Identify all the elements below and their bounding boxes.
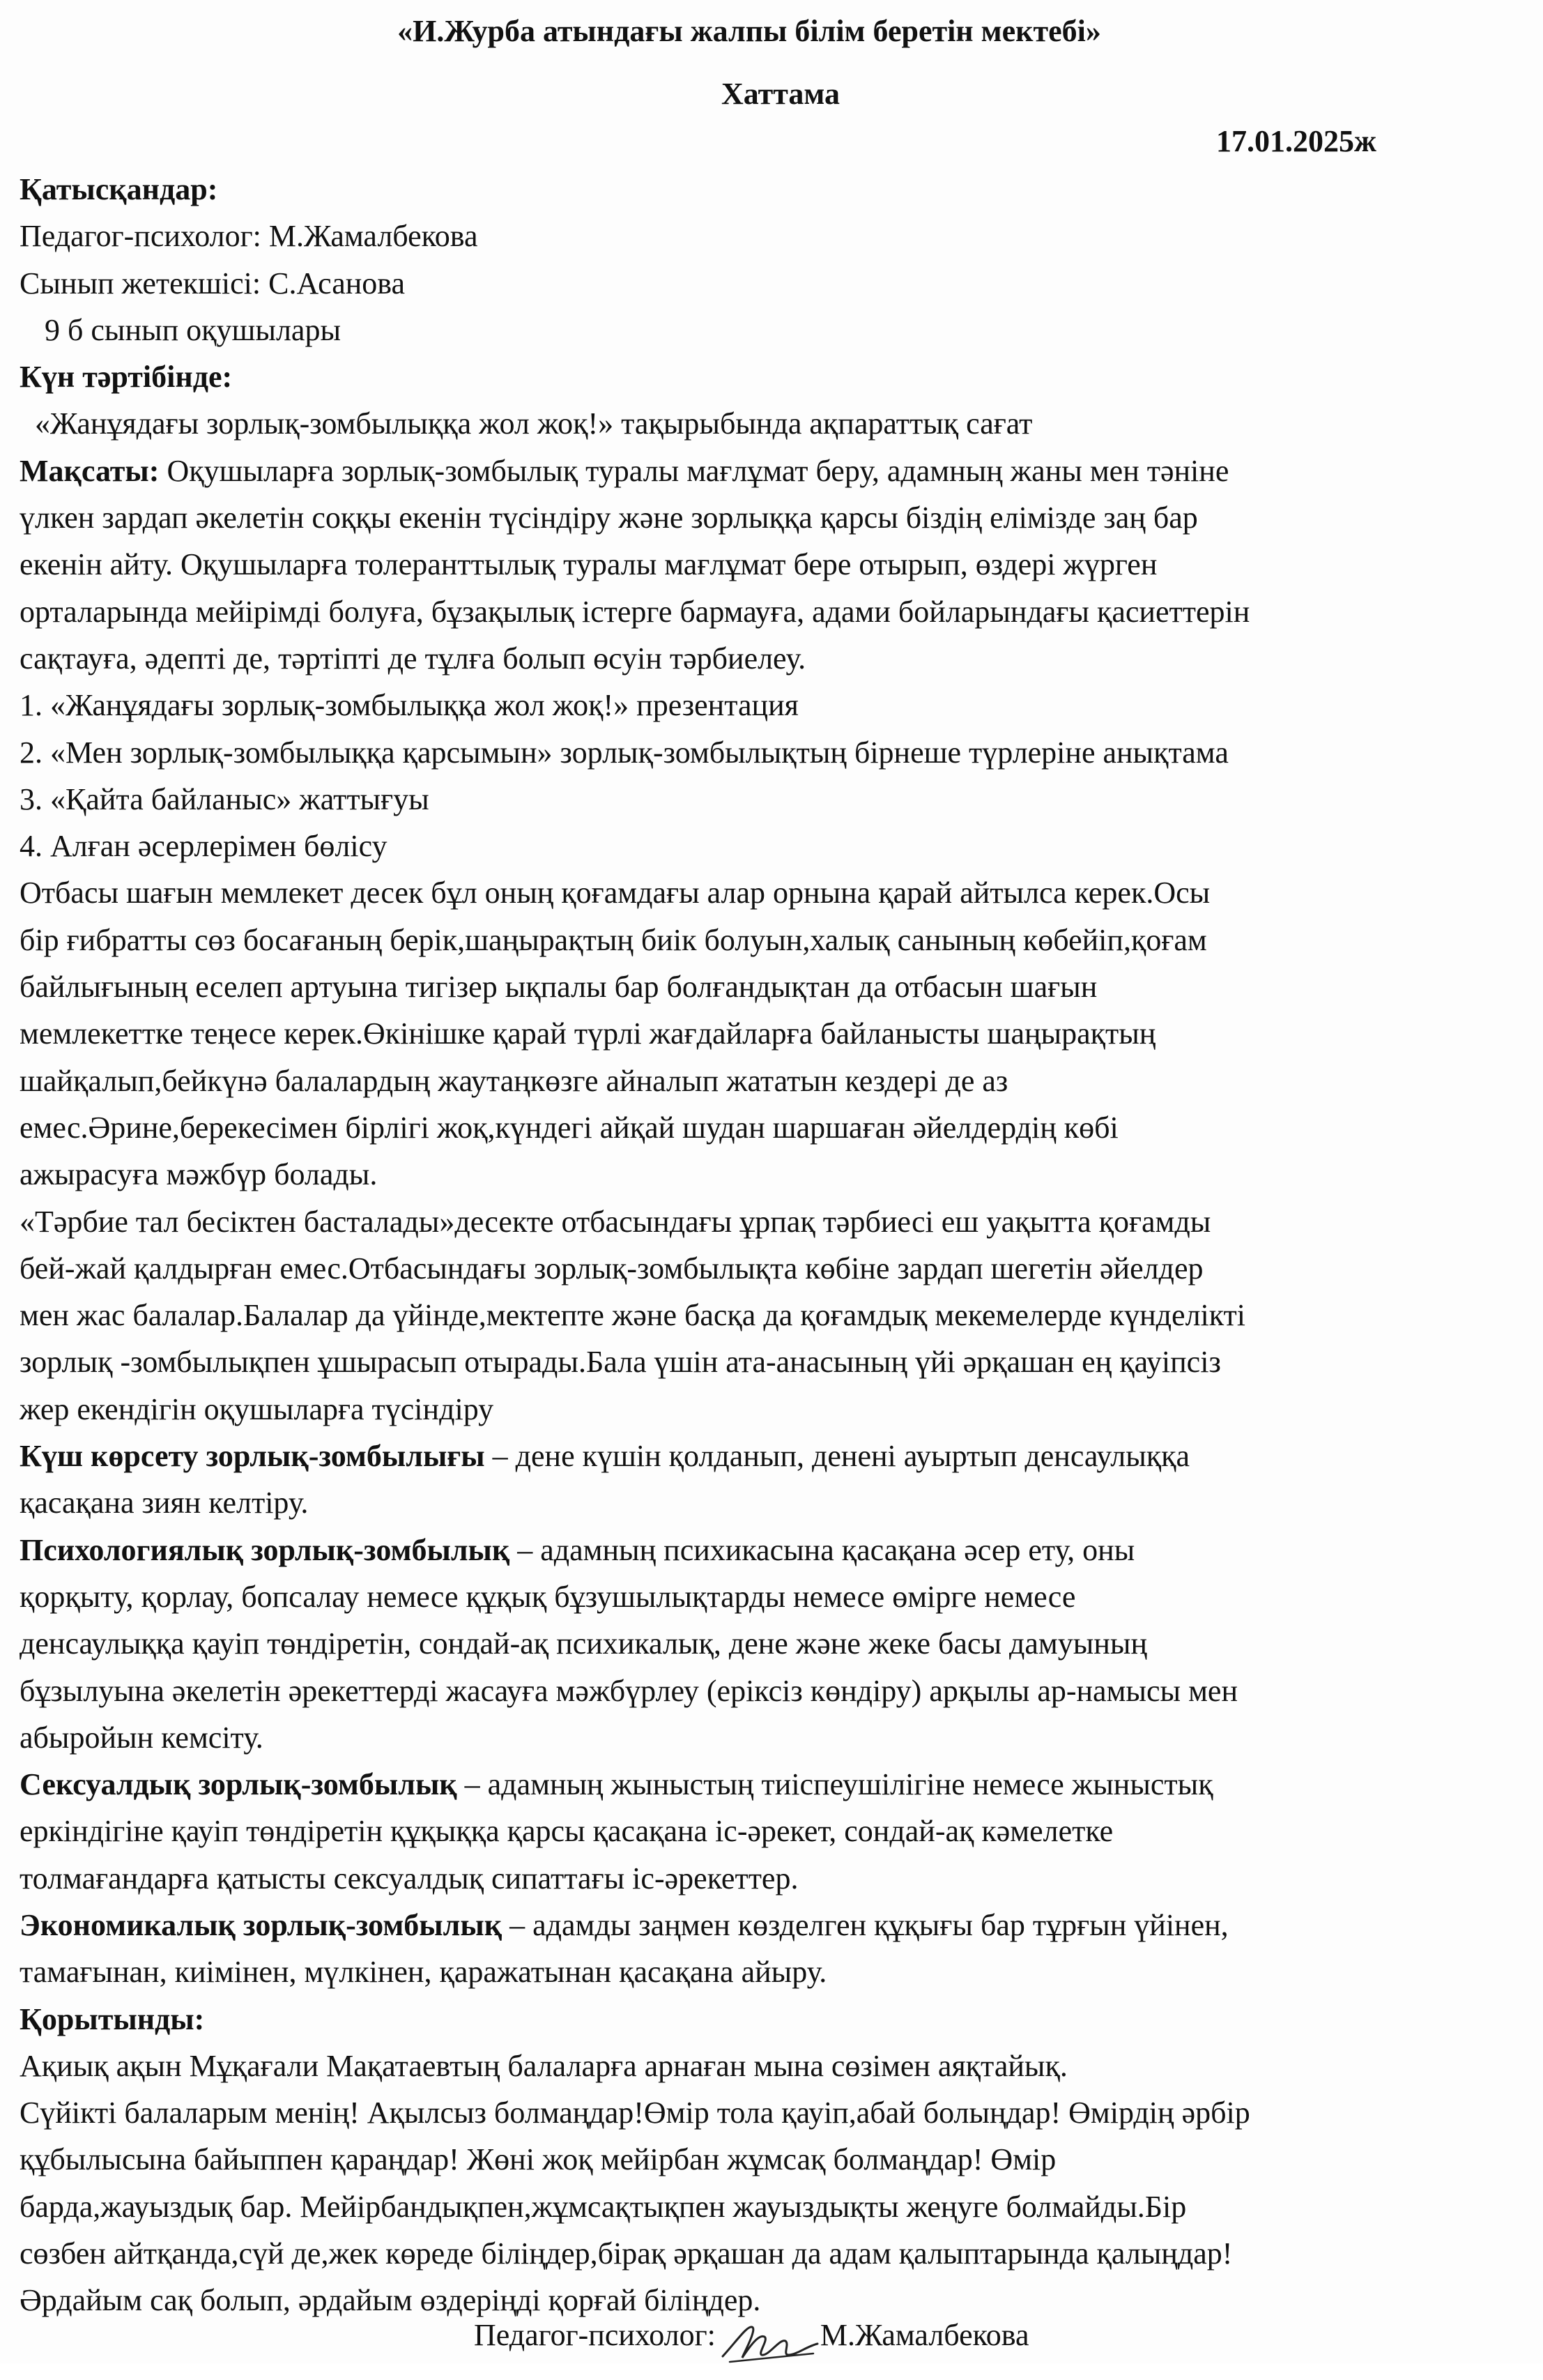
school-title: «И.Журба атындағы жалпы білім беретін мектебі» [397,14,1101,48]
definition-text: – адамның психикасына қасақана әсер ету, оны [509,1532,1135,1567]
body-paragraph-2-line: мен жас балалар.Балалар да үйінде,мектепте және басқа да қоғамдық мекемелерде күнделікті [20,1298,1246,1333]
body-paragraph-2-line: «Тәрбие тал бесіктен басталады»десекте отбасындағы ұрпақ тәрбиесі еш уақытта қоғамды [20,1204,1211,1239]
goal-line: үлкен зардап әкелетін соққы екенін түсіндіру және зорлыққа қарсы біздің елімізде заң бар [20,501,1198,535]
goal-text: Оқушыларға зорлық-зомбылық туралы мағлұмат беру, адамның жаны мен тәніне [159,453,1229,488]
definition-line: тамағынан, киімінен, мүлкінен, қаражатынан қасақана айыру. [20,1955,827,1990]
body-paragraph-2-line: зорлық -зомбылықпен ұшырасып отырады.Бала үшін ата-анасының үйі әрқашан ең қауіпсіз [20,1345,1221,1380]
step-item: 1. «Жанұядағы зорлық-зомбылыққа жол жоқ!» презентация [20,688,799,723]
conclusion-line: Ақиық ақын Мұқағали Мақатаевтың балаларға арнаған мына сөзімен аяқтайық. [20,2048,1068,2083]
body-paragraph-2-line: жер екендігін оқушыларға түсіндіру [20,1391,494,1426]
signature-role: Педагог-психолог: [474,2318,716,2352]
definition-text: – адамның жыныстың тиіспеушілігіне немесе жыныстық [456,1767,1213,1802]
step-item: 3. «Қайта байланыс» жаттығуы [20,781,429,816]
participant-students: 9 б сынып оқушылары [45,312,341,347]
definition-term: Сексуалдық зорлық-зомбылық [20,1767,457,1802]
goal-line [20,448,1532,494]
definition-psychological [20,1527,1532,1573]
step-item: 2. «Мен зорлық-зомбылыққа қарсымын» зорлық-зомбылықтың бірнеше түрлеріне анықтама [20,735,1229,770]
definition-term: Психологиялық зорлық-зомбылық [20,1532,510,1567]
body-paragraph-1-line: емес.Әрине,берекесімен бірлігі жоқ,күндегі айқай шудан шаршаған әйелдердің көбі [20,1110,1119,1145]
conclusion-line: барда,жауыздық бар. Мейірбандықпен,жұмсақтықпен жауыздықты жеңуге болмайды.Бір [20,2189,1187,2224]
agenda-heading: Күн тәртібінде: [20,360,233,395]
goal-label: Мақсаты: [20,453,160,488]
definition-line: денсаулыққа қауіп төндіретін, сондай-ақ психикалық, дене және жеке басы дамуының [20,1626,1147,1661]
body-paragraph-1-line: Отбасы шағын мемлекет десек бұл оның қоғамдағы алар орнына қарай айтылса керек.Осы [20,876,1211,910]
definition-economic [20,1902,1532,1948]
participant-psychologist: Педагог-психолог: М.Жамалбекова [20,219,478,254]
conclusion-line: құбылысына байыппен қараңдар! Жөні жоқ мейірбан жұмсақ болмаңдар! Өмір [20,2142,1057,2177]
definition-sexual [20,1761,1532,1808]
document-title: Хаттама [721,77,840,111]
conclusion-line: Әрдайым сақ болып, әрдайым өздеріңді қорғай біліңдер. [20,2283,761,2318]
document-date: 17.01.2025ж [1216,124,1376,158]
signature-scribble [716,2313,820,2369]
conclusion-line: Сүйікті балаларым менің! Ақылсыз болмаңдар!Өмір тола қауіп,абай болыңдар! Өмірдің әрбір [20,2096,1250,2130]
signature-name: М.Жамалбекова [820,2318,1029,2352]
body-paragraph-1-line: мемлекеттке теңесе керек.Өкінішке қарай түрлі жағдайларға байланысты шаңырақтың [20,1016,1156,1051]
definition-line: толмағандарға қатысты сексуалдық сипаттағы іс-әрекеттер. [20,1861,799,1895]
body-paragraph-1-line: шайқалып,бейкүнә балалардың жаутаңкөзге айналып жататын кездері де аз [20,1063,1008,1098]
body-paragraph-1-line: бір ғибратты сөз босағаның берік,шаңырақтың биік болуын,халық санының көбейіп,қоғам [20,922,1207,957]
goal-line: орталарында мейірімді болуға, бұзақылық істерге бармауға, адами бойларындағы қасиеттерін [20,594,1250,629]
definition-text: – адамды заңмен көзделген құқығы бар тұрғын үйінен, [502,1907,1229,1942]
signature-line [474,2314,1029,2359]
step-item: 4. Алған әсерлерімен бөлісу [20,829,387,864]
participants-heading: Қатысқандар: [20,172,218,206]
body-paragraph-1-line: байлығының еселеп артуына тигізер ықпалы бар болғандықтан да отбасын шағын [20,970,1098,1005]
participant-class-teacher: Сынып жетекшісі: С.Асанова [20,266,406,300]
goal-line: сақтауға, әдепті де, тәртіпті де тұлға болып өсуін тәрбиелеу. [20,641,806,676]
definition-line: бұзылуына әкелетін әрекеттерді жасауға мәжбүрлеу (еріксіз көндіру) арқылы ар-намысы мен [20,1673,1238,1708]
definition-term: Күш көрсету зорлық-зомбылығы [20,1439,485,1474]
body-paragraph-1-line: ажырасуға мәжбүр болады. [20,1157,378,1192]
conclusion-heading: Қорытынды: [20,2001,205,2036]
conclusion-line: сөзбен айтқанда,сүй де,жек көреде біліңдер,бірақ әрқашан да адам қалыптарында қалыңдар! [20,2236,1233,2271]
definition-physical [20,1433,1532,1479]
definition-term: Экономикалық зорлық-зомбылық [20,1907,502,1942]
body-paragraph-2-line: бей-жай қалдырған емес.Отбасындағы зорлық-зомбылықта көбіне зардап шегетін әйелдер [20,1251,1204,1286]
definition-line: еркіндігіне қауіп төндіретін құқыққа қарсы қасақана іс-әрекет, сондай-ақ кәмелетке [20,1814,1114,1849]
definition-text: – дене күшін қолданып, денені ауыртып денсаулыққа [484,1439,1190,1474]
definition-line: қасақана зиян келтіру. [20,1486,309,1520]
agenda-topic: «Жанұядағы зорлық-зомбылыққа жол жоқ!» тақырыбында ақпараттық сағат [35,406,1033,441]
document-body [20,166,1532,2324]
goal-line: екенін айту. Оқушыларға толеранттылық туралы мағлұмат бере отырып, өздері жүрген [20,547,1158,582]
definition-line: қорқыту, қорлау, бопсалау немесе құқық бұзушылықтарды немесе өмірге немесе [20,1579,1076,1614]
definition-line: абыройын кемсіту. [20,1720,263,1755]
handwritten-signature [716,2313,820,2355]
